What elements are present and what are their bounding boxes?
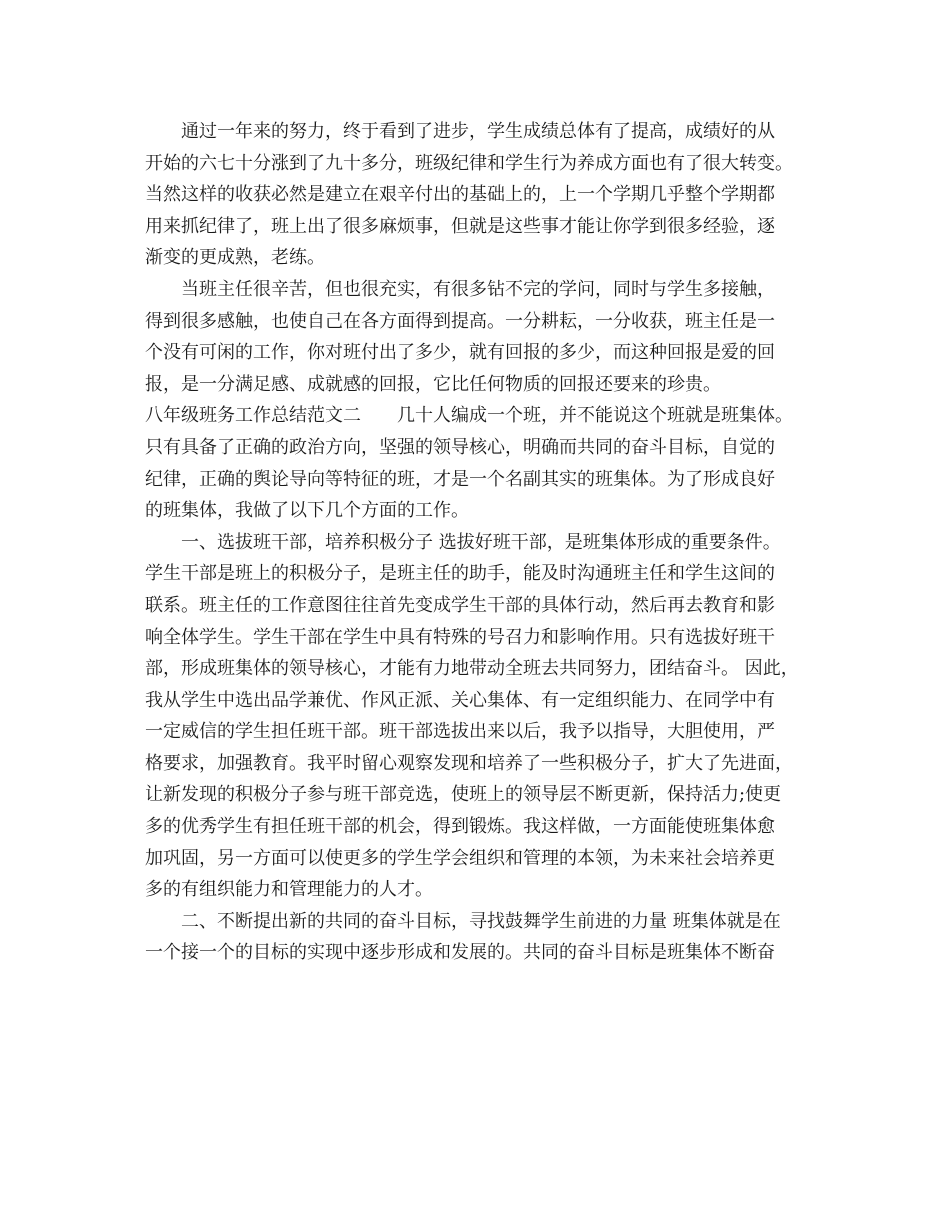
text-line: 纪律，正确的舆论导向等特征的班，才是一个名副其实的班集体。为了形成良好 [145,468,775,490]
text-line: 多的有组织能力和管理能力的人才。 [145,879,433,901]
paragraph-first-line: 当班主任很辛苦，但也很充实，有很多钻不完的学问，同时与学生多接触， [181,278,775,300]
paragraph-first-line: 二、不断提出新的共同的奋斗目标，寻找鼓舞学生前进的力量 班集体就是在 [181,910,781,932]
text-line: 得到很多感触，也使自己在各方面得到提高。一分耕耘，一分收获，班主任是一 [145,310,775,332]
text-line: 我从学生中选出品学兼优、作风正派、关心集体、有一定组织能力、在同学中有 [145,689,775,711]
text-line: 只有具备了正确的政治方向，坚强的领导核心，明确而共同的奋斗目标，自觉的 [145,436,775,458]
text-line: 学生干部是班上的积极分子，是班主任的助手，能及时沟通班主任和学生这间的 [145,563,775,585]
paragraph-first-line: 通过一年来的努力，终于看到了进步，学生成绩总体有了提高，成绩好的从 [181,121,775,142]
text-line: 用来抓纪律了，班上出了很多麻烦事，但就是这些事才能让你学到很多经验，逐 [145,215,775,237]
text-line: 报，是一分满足感、成就感的回报，它比任何物质的回报还要来的珍贵。 [145,373,721,395]
text-line: 个没有可闲的工作，你对班付出了多少，就有回报的多少，而这种回报是爱的回 [145,342,775,364]
text-line: 部，形成班集体的领导核心，才能有力地带动全班去共同努力，团结奋斗。 因此， [145,658,799,680]
text-line: 当然这样的收获必然是建立在艰辛付出的基础上的，上一个学期几乎整个学期都 [145,184,775,206]
text-line: 八年级班务工作总结范文二 几十人编成一个班，并不能说这个班就是班集体。 [145,405,793,427]
document-body [145,116,825,969]
text-line: 的班集体，我做了以下几个方面的工作。 [145,500,469,522]
paragraph-first-line: 一、选拔班干部，培养积极分子 选拔好班干部，是班集体形成的重要条件。 [181,531,781,553]
text-line: 格要求，加强教育。我平时留心观察发现和培养了一些积极分子，扩大了先进面， [145,752,793,774]
text-line: 开始的六七十分涨到了九十多分，班级纪律和学生行为养成方面也有了很大转变。 [145,152,793,174]
text-line: 渐变的更成熟，老练。 [145,247,325,269]
text-line: 让新发现的积极分子参与班干部竞选，使班上的领导层不断更新，保持活力;使更 [145,784,782,806]
text-line: 多的优秀学生有担任班干部的机会，得到锻炼。我这样做，一方面能使班集体愈 [145,816,775,838]
text-line: 一定威信的学生担任班干部。班干部选拔出来以后，我予以指导，大胆使用，严 [145,721,775,743]
text-line: 联系。班主任的工作意图往往首先变成学生干部的具体行动，然后再去教育和影 [145,594,775,616]
text-line: 响全体学生。学生干部在学生中具有特殊的号召力和影响作用。只有选拔好班干 [145,626,775,648]
text-line: 加巩固，另一方面可以使更多的学生学会组织和管理的本领，为未来社会培养更 [145,847,775,869]
text-line: 一个接一个的目标的实现中逐步形成和发展的。共同的奋斗目标是班集体不断奋 [145,942,775,964]
